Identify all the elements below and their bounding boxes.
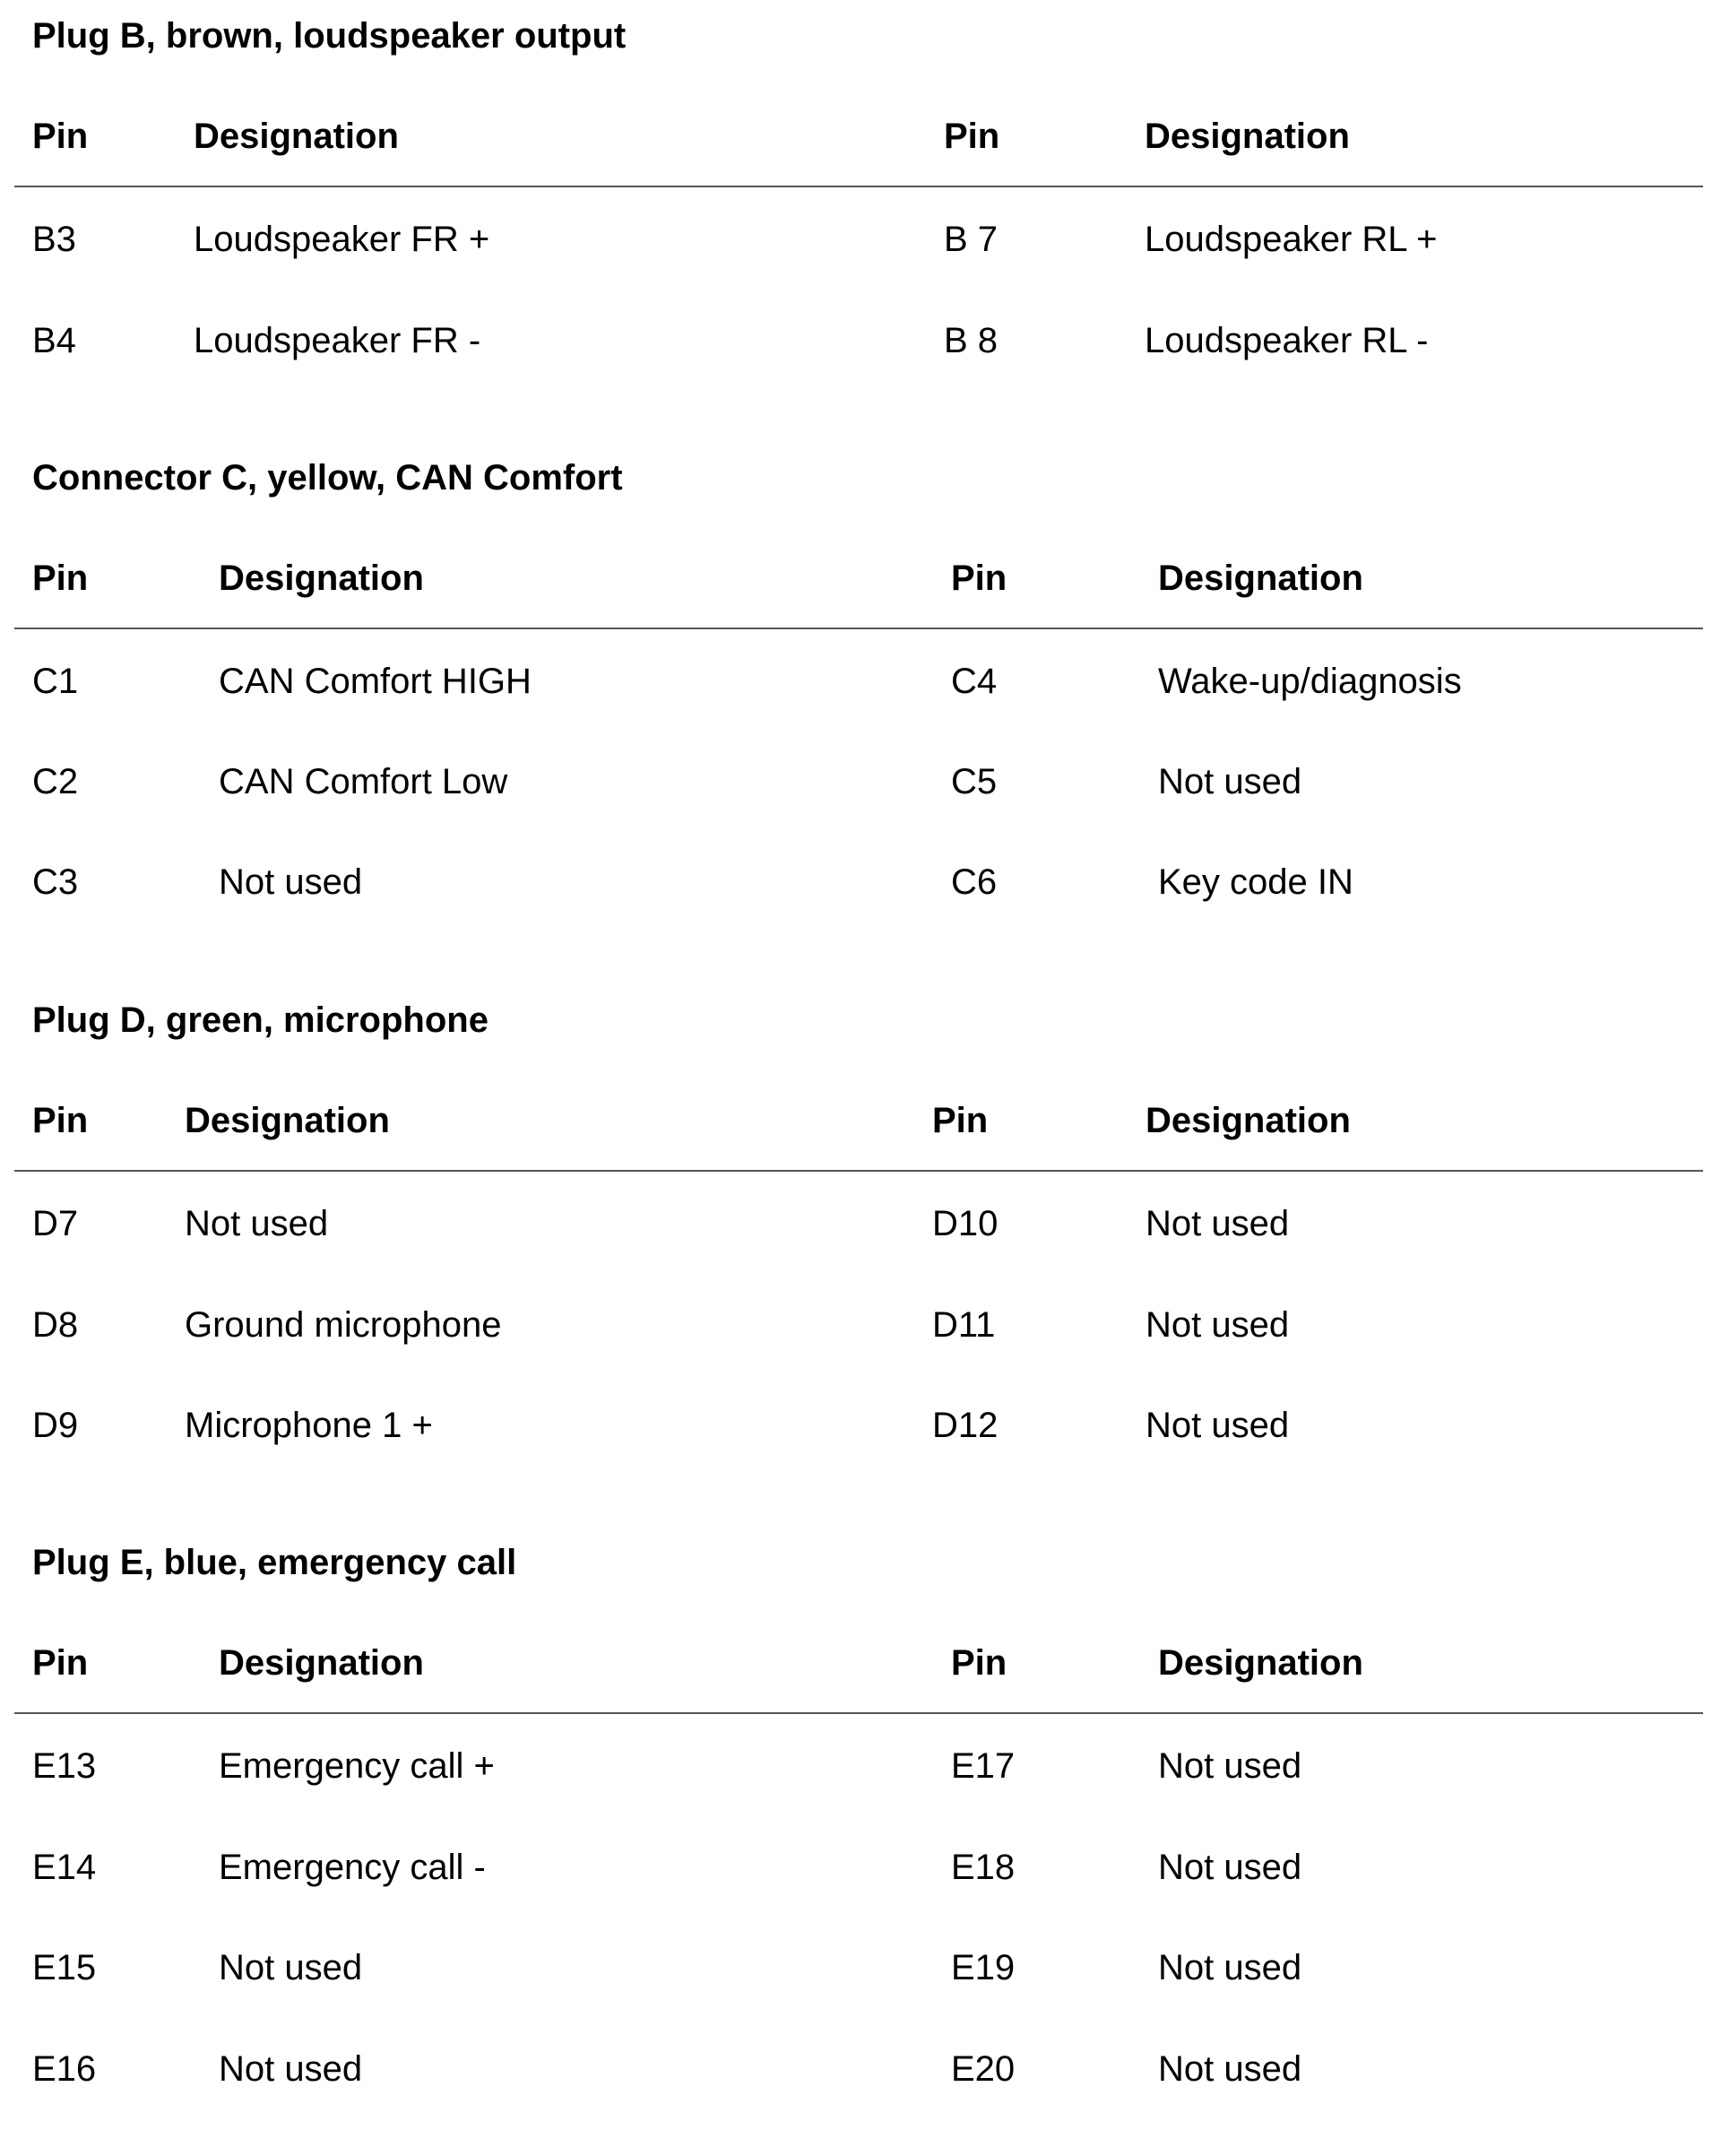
header-designation: Designation — [194, 117, 399, 156]
header-designation: Designation — [219, 558, 424, 598]
designation-cell: Loudspeaker RL + — [1145, 220, 1438, 259]
table-row — [0, 1849, 1712, 1885]
section-title: Plug D, green, microphone — [32, 1000, 489, 1040]
designation-cell: Not used — [1146, 1406, 1290, 1445]
pin-cell: B3 — [32, 220, 76, 259]
designation-cell: Not used — [219, 1948, 363, 1987]
pin-cell: C4 — [951, 662, 998, 701]
designation-cell: Loudspeaker RL - — [1145, 321, 1429, 360]
table-row — [0, 1307, 1712, 1343]
pin-cell: E16 — [32, 2049, 97, 2089]
designation-cell: Not used — [1158, 1848, 1302, 1887]
table-row — [0, 1748, 1712, 1784]
pin-cell: D8 — [32, 1305, 79, 1345]
table-row — [0, 764, 1712, 800]
header-pin: Pin — [32, 117, 89, 156]
pin-cell: E18 — [951, 1848, 1016, 1887]
header-designation: Designation — [1145, 117, 1350, 156]
designation-cell: Not used — [219, 2049, 363, 2089]
designation-cell: Not used — [185, 1204, 329, 1243]
pin-cell: D12 — [932, 1406, 999, 1445]
table-row — [0, 1206, 1712, 1242]
table-row — [0, 221, 1712, 257]
header-pin: Pin — [32, 558, 89, 598]
table-header — [0, 560, 1712, 596]
pin-cell: E20 — [951, 2049, 1016, 2089]
pin-cell: B 7 — [944, 220, 999, 259]
designation-cell: Not used — [1146, 1305, 1290, 1345]
designation-cell: Not used — [1158, 1746, 1302, 1786]
table-header — [0, 1103, 1712, 1139]
header-pin: Pin — [932, 1101, 989, 1140]
pin-cell: E17 — [951, 1746, 1016, 1786]
designation-cell: Not used — [1158, 762, 1302, 801]
table-row — [0, 323, 1712, 359]
header-designation: Designation — [185, 1101, 390, 1140]
designation-cell: Emergency call - — [219, 1848, 486, 1887]
designation-cell: Emergency call + — [219, 1746, 495, 1786]
pin-cell: E13 — [32, 1746, 97, 1786]
designation-cell: Ground microphone — [185, 1305, 502, 1345]
designation-cell: Not used — [1146, 1204, 1290, 1243]
header-pin: Pin — [944, 117, 1000, 156]
table-row — [0, 1407, 1712, 1443]
table-row — [0, 864, 1712, 900]
table-row — [0, 663, 1712, 699]
header-pin: Pin — [32, 1101, 89, 1140]
pin-cell: C1 — [32, 662, 79, 701]
designation-cell: Not used — [1158, 1948, 1302, 1987]
designation-cell: Not used — [1158, 2049, 1302, 2089]
header-designation: Designation — [1158, 1643, 1363, 1683]
designation-cell: Wake-up/diagnosis — [1158, 662, 1462, 701]
section-title: Plug B, brown, loudspeaker output — [32, 16, 627, 56]
header-pin: Pin — [32, 1643, 89, 1683]
designation-cell: Microphone 1 + — [185, 1406, 433, 1445]
pin-cell: B4 — [32, 321, 76, 360]
table-header — [0, 1645, 1712, 1681]
pin-cell: C6 — [951, 862, 998, 902]
header-pin: Pin — [951, 1643, 1007, 1683]
pin-cell: D11 — [932, 1305, 996, 1345]
header-designation: Designation — [1146, 1101, 1351, 1140]
pin-cell: C5 — [951, 762, 998, 801]
pin-cell: D10 — [932, 1204, 999, 1243]
designation-cell: Loudspeaker FR - — [194, 321, 481, 360]
pin-cell: C2 — [32, 762, 79, 801]
table-divider — [14, 1712, 1703, 1714]
table-row — [0, 1950, 1712, 1986]
designation-cell: CAN Comfort HIGH — [219, 662, 532, 701]
table-header — [0, 118, 1712, 154]
pin-cell: E19 — [951, 1948, 1016, 1987]
header-designation: Designation — [1158, 558, 1363, 598]
pin-cell: D7 — [32, 1204, 79, 1243]
pin-cell: D9 — [32, 1406, 79, 1445]
designation-cell: Key code IN — [1158, 862, 1353, 902]
pin-cell: E15 — [32, 1948, 97, 1987]
designation-cell: Loudspeaker FR + — [194, 220, 490, 259]
table-divider — [14, 628, 1703, 629]
pin-cell: C3 — [32, 862, 79, 902]
pin-cell: E14 — [32, 1848, 97, 1887]
header-designation: Designation — [219, 1643, 424, 1683]
section-title: Connector C, yellow, CAN Comfort — [32, 458, 623, 498]
header-pin: Pin — [951, 558, 1007, 598]
table-divider — [14, 1170, 1703, 1172]
pin-cell: B 8 — [944, 321, 999, 360]
table-row — [0, 2051, 1712, 2087]
section-title: Plug E, blue, emergency call — [32, 1543, 517, 1582]
designation-cell: CAN Comfort Low — [219, 762, 508, 801]
table-divider — [14, 186, 1703, 187]
designation-cell: Not used — [219, 862, 363, 902]
